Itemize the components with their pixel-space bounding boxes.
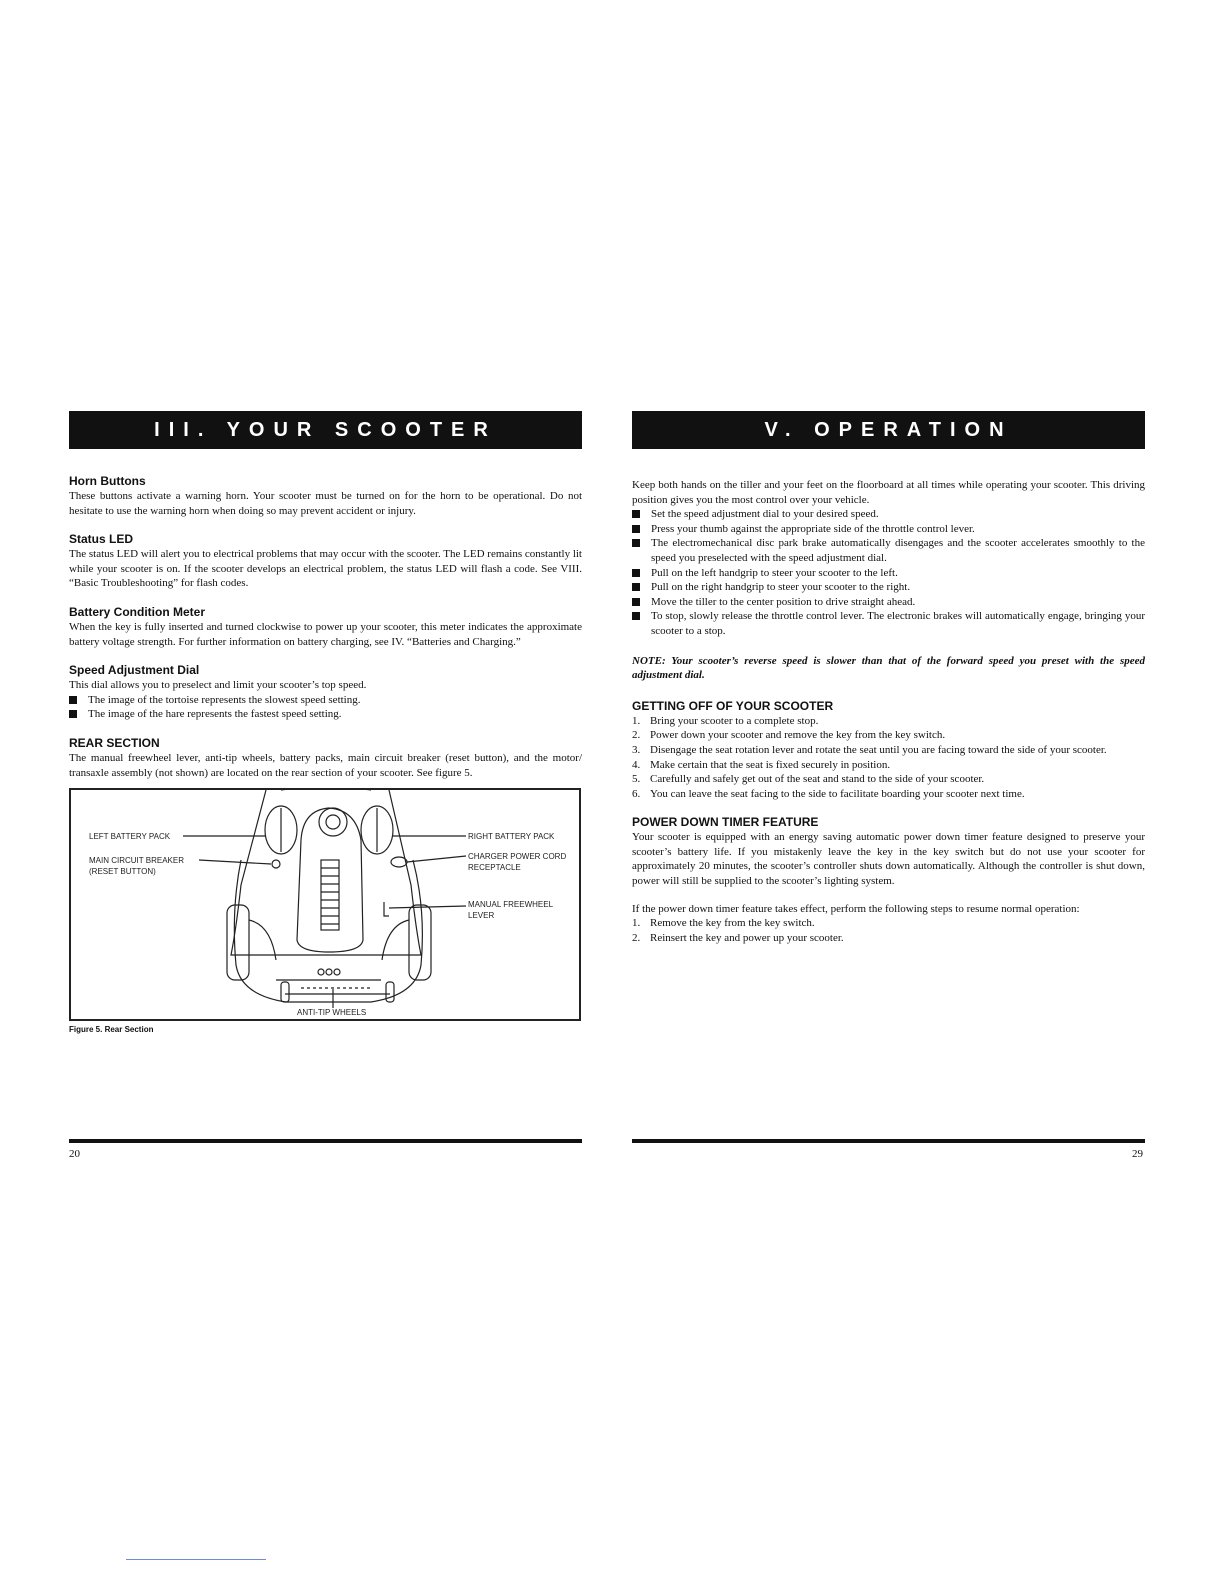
operation-bullets [632,507,1145,638]
timer-text: Your scooter is equipped with an energy saving automatic power down timer feature designed to preserve your scooter’s battery life. If you mistakenly leave the key in the key switch but do not use your scooter for approximately 20 minutes, the scooter’s controller shuts down automatically. Although the controller is shut down, power will still be supplied to the scooter’s lighting system. [632,831,1145,888]
horn-section [69,474,582,518]
section-banner-operation: V. OPERATION [632,411,1145,449]
label-charger-2: RECEPTACLE [468,863,521,873]
operation-intro: Keep both hands on the tiller and your feet on the floorboard at all times while operating your scooter. This driving position gives you the most control over your vehicle. [632,479,1145,506]
timer-heading: POWER DOWN TIMER FEATURE [632,815,819,830]
note-section [632,654,1145,683]
note-text: NOTE: Your scooter’s reverse speed is slower than that of the forward speed you preset with the speed adjustment dial. [632,654,1145,682]
link-underline [126,1559,266,1560]
list-item: Pull on the right handgrip to steer your scooter to the right. [632,580,1145,595]
right-page [632,411,1145,945]
timer-steps [632,916,1145,945]
page-number-left: 20 [69,1148,80,1160]
getting-off-steps [632,714,1145,802]
horn-text: These buttons activate a warning horn. Your scooter must be turned on for the horn to be operational. Do not hesitate to use the warning horn when doing so may prevent accident or injury. [69,490,582,517]
battery-text: When the key is fully inserted and turned clockwise to power up your scooter, this meter indicates the approximate battery voltage strength. For further information on battery charging, see IV. “Batteries and Charging.” [69,620,582,648]
list-item: Move the tiller to the center position to drive straight ahead. [632,595,1145,610]
battery-section [69,605,582,649]
list-item: Pull on the left handgrip to steer your scooter to the left. [632,566,1145,581]
rear-section [69,736,582,780]
figure-caption: Figure 5. Rear Section [69,1025,154,1035]
list-item: Set the speed adjustment dial to your desired speed. [632,507,1145,522]
list-item: The electromechanical disc park brake automatically disengages and the scooter accelerates smoothly to the speed you preselected with the speed adjustment dial. [632,536,1145,565]
footer-rule-left [69,1139,582,1143]
list-item: 6. You can leave the seat facing to the side to facilitate boarding your scooter next time. [632,787,1025,800]
speed-bullets [69,693,582,722]
list-item: Press your thumb against the appropriate side of the throttle control lever. [632,522,1145,537]
footer-rule-right [632,1139,1145,1143]
list-item: 1. Bring your scooter to a complete stop. [632,714,819,727]
list-item: 3. Disengage the seat rotation lever and rotate the seat until you are facing toward the side of your scooter. [632,743,1107,756]
operation-intro-section [632,478,1145,639]
list-item: 2. Power down your scooter and remove the key from the key switch. [632,729,946,742]
label-left-battery: LEFT BATTERY PACK [89,832,171,842]
label-breaker-2: (RESET BUTTON) [89,867,156,877]
list-item: The image of the tortoise represents the slowest speed setting. [69,693,582,708]
speed-heading: Speed Adjustment Dial [69,663,200,678]
label-freewheel-2: LEVER [468,911,495,921]
battery-heading: Battery Condition Meter [69,604,206,619]
label-freewheel-1: MANUAL FREEWHEEL [468,900,554,910]
left-page [69,411,582,1034]
getting-off-section [632,699,1145,802]
list-item: 2. Reinsert the key and power up your scooter. [632,931,844,944]
list-item: 4. Make certain that the seat is fixed securely in position. [632,758,891,771]
rear-text: The manual freewheel lever, anti-tip wheels, battery packs, main circuit breaker (reset button), and the motor/ transaxle assembly (not shown) are located on the rear section of your scooter. See figure 5. [69,751,582,779]
timer-section [632,815,1145,945]
status-heading: Status LED [69,532,134,547]
status-text: The status LED will alert you to electrical problems that may occur with the scooter. The LED remains constantly lit while your scooter is on. If the scooter develops an electrical problem, the status LED will flash a code. See VIII. “Basic Troubleshooting” for flash codes. [69,548,582,590]
label-breaker-1: MAIN CIRCUIT BREAKER [89,856,184,866]
timer-text-2: If the power down timer feature takes effect, perform the following steps to resume normal operation: [632,902,1080,915]
list-item: 1. Remove the key from the key switch. [632,917,815,930]
speed-text: This dial allows you to preselect and limit your scooter’s top speed. [69,679,367,692]
page-number-right: 29 [1132,1148,1143,1160]
status-section [69,532,582,591]
rear-heading: REAR SECTION [69,735,160,750]
list-item: To stop, slowly release the throttle control lever. The electronic brakes will automatically engage, bringing your scooter to a stop. [632,609,1145,638]
speed-section [69,663,582,722]
horn-heading: Horn Buttons [69,474,146,488]
list-item: The image of the hare represents the fastest speed setting. [69,707,582,722]
getting-off-heading: GETTING OFF OF YOUR SCOOTER [632,698,834,713]
section-banner-your-scooter: III. YOUR SCOOTER [69,411,582,449]
figure-rear-section [69,788,581,1021]
label-antitip: ANTI-TIP WHEELS [297,1008,367,1018]
list-item: 5. Carefully and safely get out of the seat and stand to the side of your scooter. [632,773,985,786]
label-charger-1: CHARGER POWER CORD [468,852,567,862]
label-right-battery: RIGHT BATTERY PACK [468,832,555,842]
